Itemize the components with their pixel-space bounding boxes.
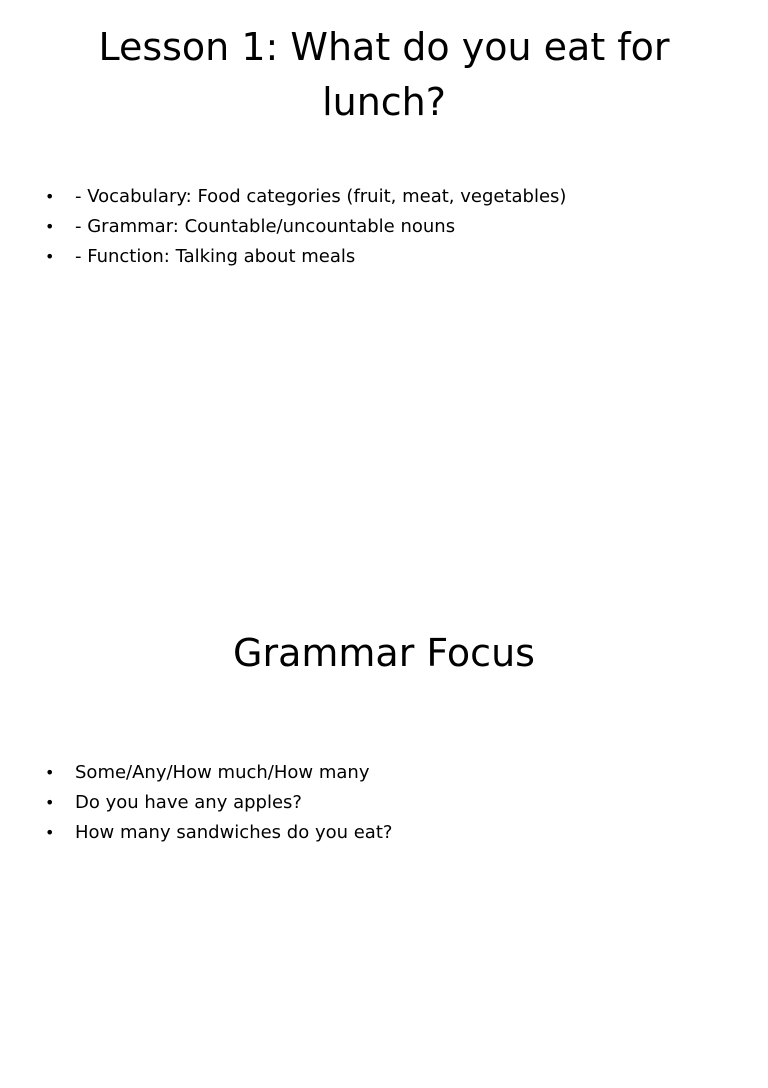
bullet-icon: • [45,247,55,266]
bullet-text: Some/Any/How much/How many [75,762,370,783]
bullet-item-example-sandwiches [0,818,768,848]
bullet-item-vocabulary [0,182,768,212]
bullet-item-quantifiers [0,758,768,788]
bullet-icon: • [45,763,55,782]
bullet-text: - Grammar: Countable/uncountable nouns [75,216,456,237]
bullet-icon: • [45,793,55,812]
bullet-text: - Function: Talking about meals [75,246,356,267]
slide-title: Lesson 1: What do you eat for lunch? [98,25,670,124]
bullet-text: How many sandwiches do you eat? [75,822,393,843]
bullet-text: Do you have any apples? [75,792,302,813]
slide-grammar-focus [0,576,768,1088]
bullet-item-example-apples [0,788,768,818]
bullet-text: - Vocabulary: Food categories (fruit, meat, vegetables) [75,186,567,207]
bullet-icon: • [45,823,55,842]
bullet-list [0,758,768,848]
bullet-icon: • [45,217,55,236]
slide-lesson-1 [0,0,768,512]
bullet-item-grammar [0,212,768,242]
bullet-item-function [0,242,768,272]
bullet-list [0,182,768,272]
slide-title: Grammar Focus [233,631,535,675]
bullet-icon: • [45,187,55,206]
